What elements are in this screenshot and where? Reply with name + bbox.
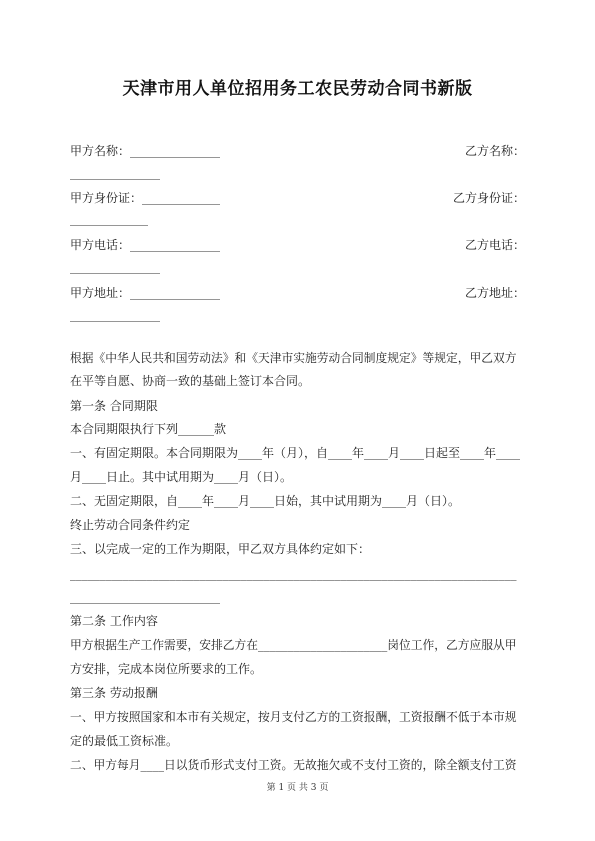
party-b-id-blank: _____________	[70, 212, 148, 226]
article-2-heading: 第二条 工作内容	[70, 614, 158, 628]
party-name-row	[70, 142, 525, 162]
clause-fixed-term-line-1: 一、有固定期限。本合同期限为____年（月），自____年____月____日起至____年____	[70, 446, 521, 460]
party-b-address-label: 乙方地址：	[464, 286, 525, 300]
party-a-name-label: 甲方名称：_______________	[70, 144, 221, 158]
preamble-line-1: 根据《中华人民共和国劳动法》和《天津市实施劳动合同制度规定》等规定，甲乙双方	[70, 351, 517, 365]
article-3-clause-1-line-2: 定的最低工资标准。	[70, 734, 179, 748]
termination-conditions-heading: 终止劳动合同条件约定	[70, 518, 191, 532]
clause-fixed-term-line-2: 月____日止。其中试用期为____月（日）。	[70, 470, 293, 484]
clause-task-term: 三、以完成一定的工作为期限，甲乙双方具体约定如下：	[70, 542, 371, 556]
party-phone-row	[70, 236, 525, 256]
article-3-heading: 第三条 劳动报酬	[70, 686, 158, 700]
task-term-blank-line-2: _________________________	[70, 590, 220, 604]
party-b-name-label: 乙方名称：	[464, 144, 525, 158]
party-a-address-label: 甲方地址：_______________	[70, 286, 221, 300]
clause-open-term: 二、无固定期限，自____年____月____日始，其中试用期为____月（日）。	[70, 494, 461, 508]
party-b-phone-blank: _______________	[70, 260, 160, 274]
article-2-line-2: 方安排，完成本岗位所要求的工作。	[70, 662, 263, 676]
article-2-line-1: 甲方根据生产工作需要，安排乙方在______________________岗位工作，乙方应服从甲	[70, 638, 517, 652]
preamble-line-2: 在平等自愿、协商一致的基础上签订本合同。	[70, 374, 311, 388]
party-a-id-label: 甲方身份证：_____________	[70, 191, 221, 205]
document-title: 天津市用人单位招用务工农民劳动合同书新版	[122, 79, 473, 99]
party-address-row	[70, 284, 525, 304]
party-b-phone-label: 乙方电话：	[464, 238, 525, 252]
party-b-address-blank: _______________	[70, 308, 160, 322]
task-term-blank-line-1: ____________________________________________________________________________	[70, 567, 517, 581]
party-id-row	[70, 189, 525, 209]
party-b-id-label: 乙方身份证：	[452, 191, 525, 205]
party-b-name-blank: _______________	[70, 166, 160, 180]
article-3-clause-2-line-1: 二、甲方每月____日以货币形式支付工资。无故拖欠或不支付工资的，除全额支付工资	[70, 758, 517, 772]
party-a-phone-label: 甲方电话：_______________	[70, 238, 221, 252]
article-1-intro: 本合同期限执行下列______款	[70, 422, 227, 436]
page-number-footer: 第 1 页 共 3 页	[266, 783, 329, 793]
article-3-clause-1-line-1: 一、甲方按照国家和本市有关规定，按月支付乙方的工资报酬，工资报酬不低于本市规	[70, 710, 517, 724]
article-1-heading: 第一条 合同期限	[70, 399, 158, 413]
